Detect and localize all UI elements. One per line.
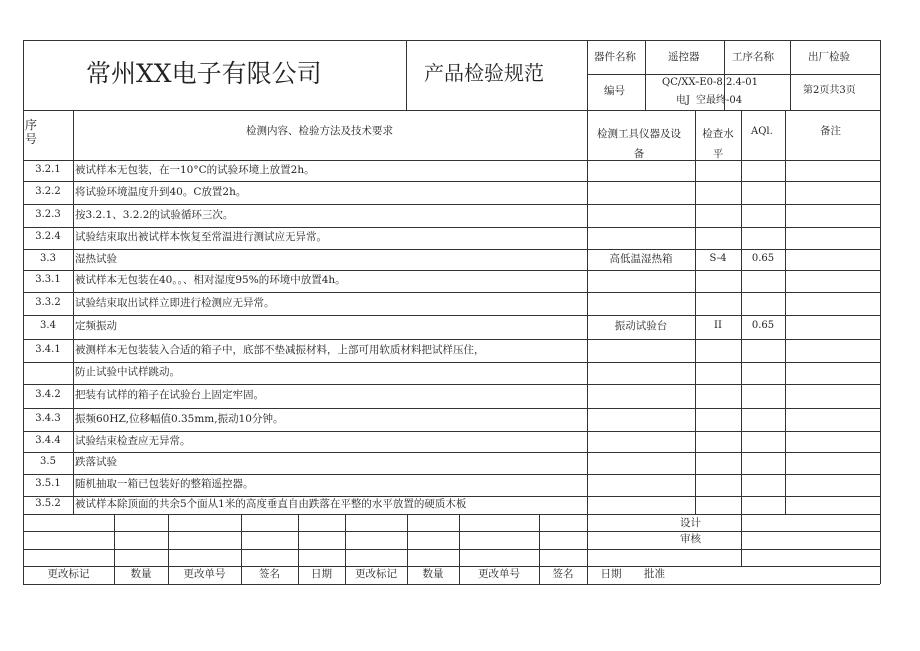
table-rule [23,496,880,497]
row-content: 试验结束取出被试样本恢复至常温进行测试应无异常。 [75,231,327,243]
table-rule [587,40,588,110]
change-record-label: 数量 [422,568,444,580]
row-content: 试验结束检查应无异常。 [75,434,191,447]
change-record-label: 日期 [600,568,622,580]
table-rule [880,40,881,584]
col-remarks-header: 备注 [820,125,841,137]
table-rule [785,110,786,514]
table-rule [23,204,880,205]
row-seq: 3.4.3 [35,412,61,424]
number-value: QC/XX- [662,77,699,88]
row-content: 试验结束取出试样立即进行检测应无异常。 [75,296,275,309]
table-rule [695,110,696,514]
number-value-cont-3: 空最终-04 [696,95,743,106]
row-seq: 3.2.1 [35,163,61,175]
table-rule [23,110,880,111]
table-rule [23,181,880,182]
table-rule [23,584,880,585]
row-seq: 3.2.2 [35,185,61,197]
row-seq: 3.4.2 [35,389,61,400]
table-rule [645,40,646,110]
row-seq: 3.5.2 [35,498,61,509]
table-rule [23,249,880,250]
table-rule [23,474,880,475]
row-tool: 高低温湿热箱 [609,252,673,265]
document-title: 产品检验规范 [424,61,544,85]
row-level: S-4 [709,252,727,264]
table-rule [741,110,742,514]
row-content: 湿热试验 [75,252,117,265]
table-rule [23,384,880,385]
row-tool: 振动试验台 [614,320,668,332]
row-content: 把装有试样的箱子在试验台上固定牢固。 [75,389,264,401]
change-record-label: 更改标记 [355,568,397,580]
row-content: 防止试验中试样跳动。 [75,366,180,378]
approve-label: 批准 [644,568,665,580]
col-seq-header: 序 号 [25,118,38,146]
number-label: 编号 [604,85,625,97]
row-seq: 3.4.1 [35,343,61,355]
table-rule [790,40,791,110]
row-aql: 0.65 [751,252,775,264]
row-content: 随机抽取一箱已包装好的整箱遥控器。 [75,478,254,490]
row-content: 被试样本无包装，在一10°C的试验环境上放置2h。 [75,163,315,176]
table-rule [23,531,880,532]
row-content: 被测样本无包装装入合适的箱子中，底部不垫减振材料，上部可用软质材料把试样压住， [75,343,485,356]
row-seq: 3.3.1 [35,274,61,285]
page-info: 第2页共3页 [803,85,856,96]
row-content: 定频振动 [75,320,117,332]
part-name-label: 器件名称 [594,51,636,63]
process-label: 工序名称 [732,51,774,63]
table-rule [23,431,880,432]
row-seq: 3.4.4 [35,434,61,446]
number-value-cont-2: 电J [676,95,691,106]
col-content-header: 检测内容、检验方法及技术要求 [246,125,393,137]
table-rule [23,549,880,550]
table-rule [741,514,742,566]
change-record-label: 更改单号 [478,568,520,580]
row-seq: 3.5 [40,456,56,467]
row-aql: 0.65 [751,320,775,331]
row-content: 被试样本无包装在40。。、相对湿度95%的环境中放置4h。 [75,274,346,286]
table-rule [23,408,880,409]
row-seq: 3.2.4 [35,231,61,242]
row-content: 被试样本除顶面的共余5个面从1米的高度垂直自由跌落在平整的水平放置的硬质木板 [75,498,467,510]
table-rule [587,74,880,75]
col-tools-header: 检测工具仪器及设 备 [597,128,681,160]
row-content: 按3.2.1、3.2.2的试验循环三次。 [75,208,234,221]
table-rule [23,362,880,363]
number-value-cont: -E0-8.2.4-01 [696,77,758,88]
change-record-label: 数量 [130,568,152,580]
row-seq: 3.3 [40,252,56,264]
table-rule [23,315,880,316]
change-record-label: 签名 [552,568,574,580]
table-rule [587,110,588,514]
part-name-value: 遥控器 [668,51,700,63]
table-rule [23,227,880,228]
change-record-label: 签名 [259,568,280,580]
row-content: 振频60HZ,位移幅值0.35mm,振动10分钟。 [75,412,284,425]
row-level: II [714,320,722,331]
col-level-header: 检查水 平 [702,128,734,160]
review-label: 审核 [680,533,701,545]
company-name: 常州XX电子有限公司 [86,59,322,88]
table-rule [406,40,407,110]
table-rule [23,514,880,515]
table-rule [23,270,880,271]
design-label: 设计 [680,517,701,529]
table-rule [23,566,880,567]
table-rule [23,452,880,453]
change-record-label: 日期 [311,568,332,580]
change-record-label: 更改标记 [47,568,90,580]
table-rule [23,292,880,293]
table-rule [23,339,880,340]
table-rule [73,110,74,514]
row-content: 跌落试验 [75,456,117,468]
table-rule [23,40,880,41]
process-value: 出厂检验 [808,51,850,63]
row-seq: 3.4 [40,320,56,331]
table-rule [23,160,880,161]
row-seq: 3.2.3 [35,208,61,220]
row-seq: 3.3.2 [35,296,61,308]
row-content: 将试验环境温度升到40。C放置2h。 [75,185,247,198]
change-record-label: 更改单号 [183,568,226,580]
col-aql-header: AQl. [751,126,773,137]
row-seq: 3.5.1 [35,478,61,489]
